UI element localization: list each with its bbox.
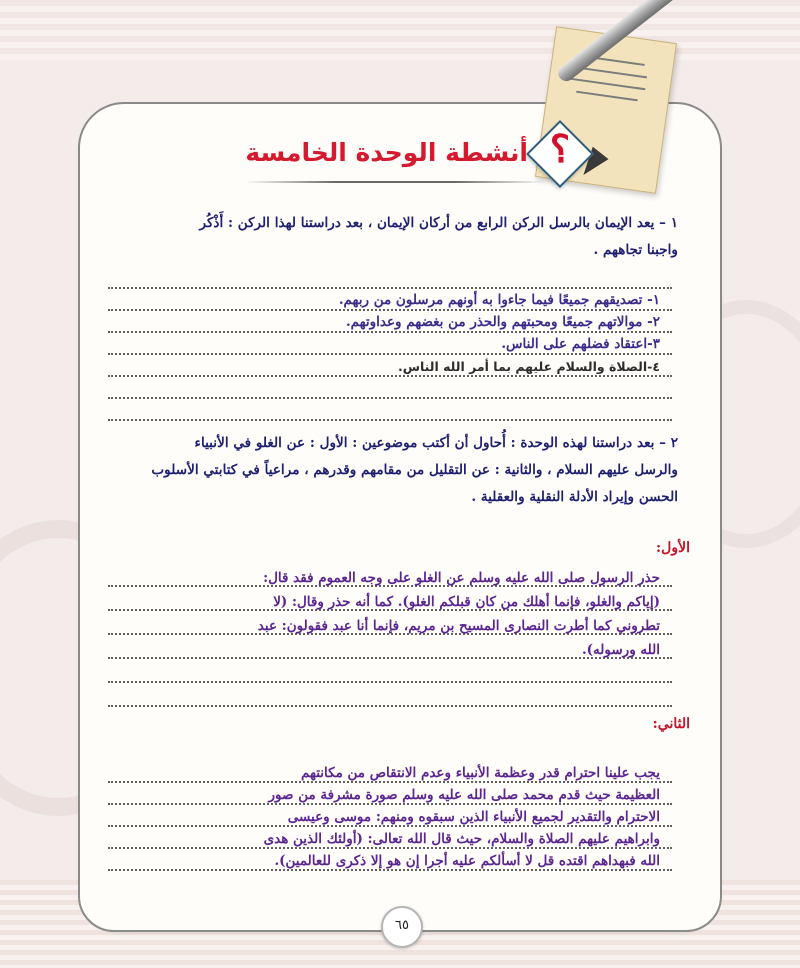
title-divider [245,181,545,183]
second-topic-heading: الثاني: [652,716,690,732]
answer-line [108,419,672,421]
paper-line [576,91,638,102]
answer-line [108,705,672,707]
second-topic-line-2: العظيمة حيث قدم محمد صلى الله عليه وسلم صورة مشرفة من صور [268,787,660,803]
question-1-line-1: ١ – يعد الإيمان بالرسل الركن الرابع من أركان الإيمان ، بعد دراستنا لهذا الركن : أَذْكُر [199,215,678,231]
second-topic-line-4: وابراهيم عليهم الصلاة والسلام، حيث قال الله تعالى: (أولئك الذين هدى [263,831,660,847]
second-topic-line-5: الله فبهداهم اقتده قل لا أسألكم عليه أجرا إن هو إلا ذكرى للعالمين). [274,853,660,869]
answer-line [108,681,672,683]
q1-answer-1: ١- تصديقهم جميعًا فيما جاءوا به أونهم مرسلون من ربهم. [338,292,660,308]
page-title: أنشطة الوحدة الخامسة [245,138,528,167]
paper-line [570,78,646,91]
answer-line [108,287,672,289]
first-topic-line-3: تطروني كما أطرت النصارى المسيح بن مريم، فإنما أنا عبد فقولون: عبد [257,618,660,634]
q1-answer-2: ٢- موالاتهم جميعًا ومحبتهم والحذر من بغضهم وعداوتهم. [345,314,660,330]
question-2-line-3: الحسن وإيراد الأدلة النقلية والعقلية . [471,489,678,505]
question-1-line-2: واجبنا تجاههم . [593,242,678,258]
first-topic-line-1: حذر الرسول صلى الله عليه وسلم عن الغلو على وجه العموم فقد قال: [263,570,660,586]
question-2 [108,430,678,511]
second-topic-line-1: يجب علينا احترام قدر وعظمة الأنبياء وعدم الانتقاص من مكانتهم [300,765,660,781]
first-topic-line-2: (إياكم والغلو، فإنما أهلك من كان قبلكم الغلو). كما أنه حذر وقال: (لا [273,594,660,610]
first-topic-line-4: الله ورسوله). [581,642,660,658]
page-number: ٦٥ [381,906,423,948]
question-2-line-2: والرسل عليهم السلام ، والثانية : عن التقليل من مقامهم وقدرهم ، مراعياً في كتابتي الأسلوب [151,462,678,478]
answer-line [108,397,672,399]
q1-answer-4: ٤-الصلاة والسلام عليهم بما أمر الله الناس. [397,359,660,374]
second-topic-line-3: الاحترام والتقدير لجميع الأنبياء الذين سبقوه ومنهم: موسى وعيسى [287,809,660,825]
first-topic-heading: الأول: [656,540,690,556]
question-1 [108,210,678,264]
q1-answer-3: ٣-اعتقاد فضلهم على الناس. [501,336,660,352]
top-stripes [0,0,800,60]
question-mark-icon: ؟ [549,126,571,171]
question-2-line-1: ٢ – بعد دراستنا لهذه الوحدة : أُحاول أن أكتب موضوعين : الأول : عن الغلو في الأنبياء [194,435,678,451]
